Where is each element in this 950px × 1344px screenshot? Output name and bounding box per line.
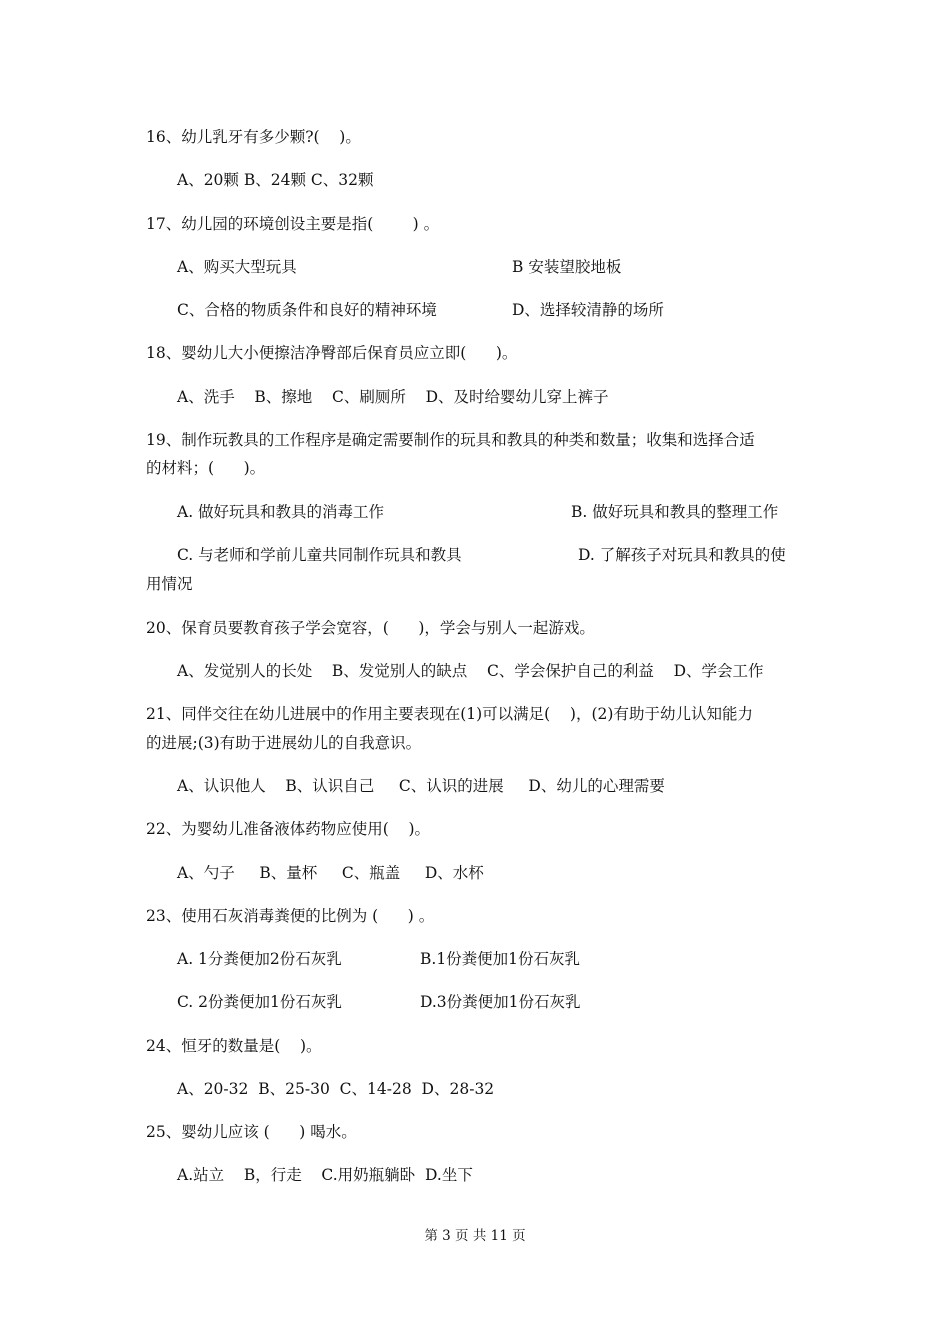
question-17-option-b: B 安装望胶地板 xyxy=(512,258,622,276)
question-16-options: A、20颗 B、24颗 C、32颗 xyxy=(177,171,374,189)
question-17-option-d: D、选择较清静的场所 xyxy=(512,301,664,319)
question-19-option-a: A. 做好玩具和教具的消毒工作 xyxy=(177,503,385,521)
question-22-stem: 22、为婴幼儿准备液体药物应使用( )。 xyxy=(146,820,431,838)
question-20-options: A、发觉别人的长处 B、发觉别人的缺点 C、学会保护自己的利益 D、学会工作 xyxy=(177,662,764,680)
question-21-stem-line-2: 的进展;(3)有助于进展幼儿的自我意识。 xyxy=(146,734,422,752)
page-number-footer: 第 3 页 共 11 页 xyxy=(424,1228,526,1244)
question-19-option-b: B. 做好玩具和教具的整理工作 xyxy=(571,503,779,521)
question-23-stem: 23、使用石灰消毒粪便的比例为 ( ) 。 xyxy=(146,907,435,925)
question-16-stem: 16、幼儿乳牙有多少颗?( )。 xyxy=(146,128,361,146)
question-25-stem: 25、婴幼儿应该 ( ) 喝水。 xyxy=(146,1123,357,1141)
question-18-options: A、洗手 B、擦地 C、刷厕所 D、及时给婴幼儿穿上裤子 xyxy=(177,388,609,406)
question-23-option-d: D.3份粪便加1份石灰乳 xyxy=(420,993,581,1011)
question-19-option-d: D. 了解孩子对玩具和教具的使 xyxy=(578,546,786,564)
question-21-stem-line-1: 21、同伴交往在幼儿进展中的作用主要表现在(1)可以满足( )，(2)有助于幼儿认知能力 xyxy=(146,705,753,723)
question-24-stem: 24、恒牙的数量是( )。 xyxy=(146,1037,322,1055)
question-19-stem-line-2: 的材料；( )。 xyxy=(146,459,266,477)
question-18-stem: 18、婴幼儿大小便擦洁净臀部后保育员应立即( )。 xyxy=(146,344,518,362)
question-21-options: A、认识他人 B、认识自己 C、认识的进展 D、幼儿的心理需要 xyxy=(177,777,665,795)
question-17-option-c: C、合格的物质条件和良好的精神环境 xyxy=(177,301,437,319)
question-24-options: A、20-32 B、25-30 C、14-28 D、28-32 xyxy=(177,1080,495,1098)
question-17-option-a: A、购买大型玩具 xyxy=(177,258,297,276)
question-17-stem: 17、幼儿园的环境创设主要是指( ) 。 xyxy=(146,215,440,233)
question-25-options: A.站立 B，行走 C.用奶瓶躺卧 D.坐下 xyxy=(177,1166,473,1184)
question-20-stem: 20、保育员要教育孩子学会宽容，( )，学会与别人一起游戏。 xyxy=(146,619,595,637)
question-19-option-d-continued: 用情况 xyxy=(146,575,193,593)
question-19-stem-line-1: 19、制作玩教具的工作程序是确定需要制作的玩具和教具的种类和数量；收集和选择合适 xyxy=(146,431,755,449)
question-23-option-c: C. 2份粪便加1份石灰乳 xyxy=(177,993,342,1011)
question-23-option-a: A. 1分粪便加2份石灰乳 xyxy=(177,950,342,968)
question-19-option-c: C. 与老师和学前儿童共同制作玩具和教具 xyxy=(177,546,462,564)
question-23-option-b: B.1份粪便加1份石灰乳 xyxy=(420,950,581,968)
question-22-options: A、勺子 B、量杯 C、瓶盖 D、水杯 xyxy=(177,864,484,882)
